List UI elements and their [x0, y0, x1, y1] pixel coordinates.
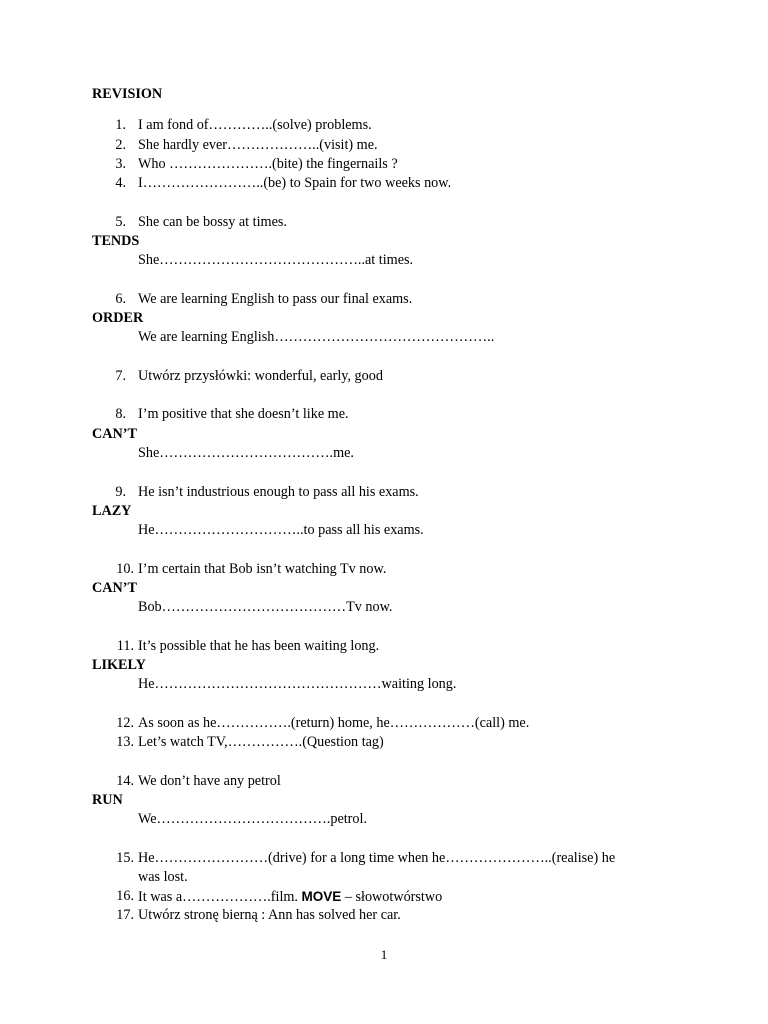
- item-text: We don’t have any petrol: [138, 773, 281, 789]
- document-title: REVISION: [92, 86, 163, 102]
- item-text: I……………………..(be) to Spain for two weeks now.: [138, 175, 452, 191]
- item-number: 5.: [115, 214, 126, 230]
- item-text: We are learning English to pass our final exams.: [138, 291, 413, 307]
- item-number: 6.: [115, 291, 126, 307]
- item-text: As soon as he…………….(return) home, he………………(call) me.: [138, 715, 530, 731]
- keyword-inline: MOVE: [301, 889, 342, 904]
- item-text: It’s possible that he has been waiting long.: [138, 638, 380, 654]
- answer-line: He…………………………..to pass all his exams.: [138, 522, 424, 538]
- item-number: 15.: [116, 850, 134, 866]
- keyword-label: CAN’T: [92, 580, 137, 596]
- answer-line: She……………………………………..at times.: [138, 252, 414, 268]
- item-text: [138, 887, 442, 907]
- keyword-label: RUN: [92, 792, 123, 808]
- answer-line: She……………………………….me.: [138, 445, 354, 461]
- item-number: 16.: [116, 888, 134, 904]
- answer-line: He…………………………………………waiting long.: [138, 676, 457, 692]
- item-text: She can be bossy at times.: [138, 214, 287, 230]
- item-text-part: It was a……………….film.: [138, 889, 302, 905]
- item-number: 3.: [115, 156, 126, 172]
- item-number: 9.: [115, 484, 126, 500]
- item-text: He isn’t industrious enough to pass all his exams.: [138, 484, 419, 500]
- answer-line: Bob…………………………………Tv now.: [138, 599, 393, 615]
- item-number: 13.: [116, 734, 134, 750]
- item-number: 14.: [116, 773, 134, 789]
- item-number: 10.: [116, 561, 134, 577]
- item-text: She hardly ever………………..(visit) me.: [138, 137, 378, 153]
- item-text: I am fond of…………..(solve) problems.: [138, 117, 372, 133]
- item-number: 8.: [115, 406, 126, 422]
- item-number: 1.: [115, 117, 126, 133]
- item-text: Let’s watch TV,…………….(Question tag): [138, 734, 384, 750]
- item-number: 17.: [116, 907, 134, 923]
- item-text: He……………………(drive) for a long time when he…………………..(realise) he: [138, 850, 616, 866]
- keyword-label: ORDER: [92, 310, 144, 326]
- keyword-label: CAN’T: [92, 426, 137, 442]
- item-text-part: – słowotwórstwo: [341, 889, 443, 905]
- item-number: 11.: [116, 638, 134, 654]
- answer-line: We are learning English………………………………………..: [138, 329, 495, 345]
- item-text: Who ………………….(bite) the fingernails ?: [138, 156, 398, 172]
- item-number: 7.: [115, 368, 126, 384]
- item-text: Utwórz stronę bierną : Ann has solved her car.: [138, 907, 401, 923]
- page-number: 1: [380, 947, 388, 962]
- item-number: 4.: [115, 175, 126, 191]
- answer-line: We……………………………….petrol.: [138, 811, 367, 827]
- item-text: Utwórz przysłówki: wonderful, early, good: [138, 368, 383, 384]
- item-text: I’m certain that Bob isn’t watching Tv now.: [138, 561, 387, 577]
- item-number: 12.: [116, 715, 134, 731]
- item-text: I’m positive that she doesn’t like me.: [138, 406, 349, 422]
- item-number: 2.: [115, 137, 126, 153]
- item-text-continuation: was lost.: [138, 869, 188, 885]
- keyword-label: LAZY: [92, 503, 132, 519]
- keyword-label: LIKELY: [92, 657, 146, 673]
- keyword-label: TENDS: [92, 233, 140, 249]
